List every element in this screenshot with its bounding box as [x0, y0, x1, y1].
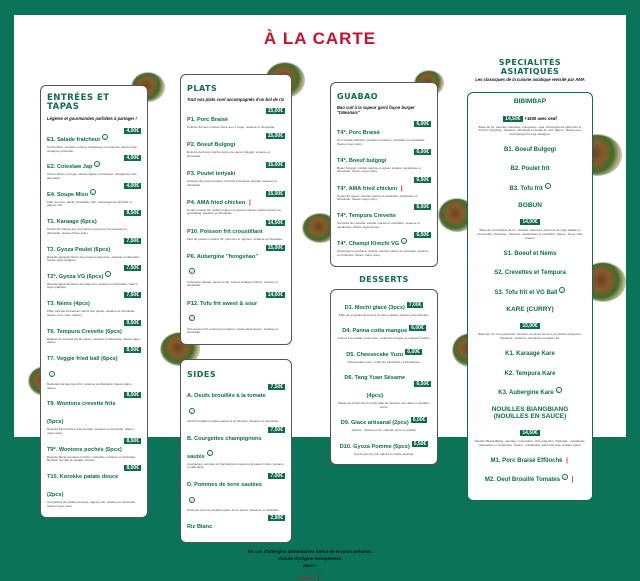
legend-spicy: Pimenté [299, 576, 314, 580]
specialites-title-1: SPECIALITÉS [498, 58, 562, 67]
price-badge: 14,00€ [267, 291, 283, 298]
item-name: Riz Blanc [187, 524, 213, 531]
item-row [47, 465, 141, 501]
menu-item[interactable] [47, 292, 141, 317]
item-row [47, 183, 141, 201]
item-name: T4*. Tempura Crevette [337, 213, 396, 220]
price-badge: 8,50€ [126, 392, 139, 399]
price-badge: 14,00€ [522, 219, 538, 226]
menu-item[interactable] [337, 343, 431, 365]
group-description: Base de riz, carottes marinées, courgettes, soja, champignons parfumés et kimchi. Toppings : Sésame, ciboulette et feuille de nori. Sauce : Épicée aux Gochujang OU soja vinaigrée. [478, 124, 582, 136]
chili-icon: ❘ [315, 575, 321, 581]
item-row [337, 343, 431, 361]
menu-item[interactable] [474, 261, 586, 279]
vegetarian-icon: ✓ [103, 134, 108, 140]
item-row [47, 292, 141, 310]
item-description: Boule de mochi fourré d'une pâte de sésame noir dans un bouillon sucré. [338, 401, 430, 409]
desserts-title: DESSERTS [359, 275, 409, 284]
group-name-2: (NOUILLES EN SAUCE) [493, 412, 567, 420]
menu-item[interactable] [47, 438, 141, 463]
item-row [187, 473, 285, 509]
menu-item[interactable] [474, 138, 586, 156]
item-description: Oeufs brouillés tomates sautés à la chinoise. Sésame et ciboulette. [187, 419, 280, 423]
price-badge: 7,00€ [408, 302, 422, 308]
specialty-group [474, 407, 586, 486]
sides-title: SIDES [187, 370, 217, 379]
menu-item[interactable] [47, 128, 141, 153]
item-row [337, 149, 431, 167]
item-description: Tempura de crevette, carotte mariné et coriandre, sésame et cacahuète. Sauce aigre-douce. [337, 221, 420, 229]
price-badge: 7,50€ [126, 264, 139, 271]
item-name: T2*. Gyoza VG (6pcs) [47, 273, 104, 280]
item-row [337, 435, 431, 453]
item-name: K3. Aubergine Kare [498, 390, 554, 397]
vegetarian-icon: ✓ [95, 162, 100, 168]
item-description: Pommes de terre sautées façon sel et poivre. Sésame et ciboulette. [187, 507, 280, 512]
item-description: Pâte de riz gluant fourrée à la crème glacée (saveur à demander). [338, 313, 430, 317]
vegetarian-icon: ✓ [208, 451, 212, 457]
menu-item[interactable] [187, 473, 285, 513]
menu-item[interactable] [337, 411, 431, 433]
menu-item[interactable] [47, 155, 141, 180]
item-name: S3. Tofu frit et VG Ball [494, 289, 558, 296]
item-name: D9. Glace artisanal (2pcs) [340, 420, 409, 427]
price-badge: 8,50€ [126, 347, 139, 353]
item-description: Beignet de crevette frit au panko, sésame et ciboulette. Sauce aigre-douce. [47, 336, 141, 345]
item-name: D5. Cheesecake Yuzu [346, 351, 404, 358]
chili-icon: ❘ [247, 199, 253, 206]
menu-item[interactable] [187, 133, 285, 158]
item-description: Cuisses de poulet tendres, brocolis à la sauce teriyaki, sésame et ciboulette. [187, 178, 277, 187]
menu-item[interactable] [474, 281, 586, 299]
price-badge: 9,50€ [126, 319, 139, 326]
item-name: D4. Panna cotta mangue [342, 328, 408, 335]
item-name: T3. Nems (4pcs) [47, 301, 90, 308]
vegetarian-icon: ✓ [190, 316, 194, 322]
item-row [337, 296, 431, 314]
price-badge: 7,50€ [126, 237, 139, 244]
menu-item[interactable] [337, 177, 431, 202]
vegetarian-icon: ✓ [50, 371, 54, 377]
item-name: B. Courgettes champignons sautés [187, 435, 262, 460]
item-description: Raviolis japonais farcis aux poulet et légumes, sésame et ciboulette. Sauce soja vinaigrée. [47, 254, 141, 263]
menu-item[interactable] [187, 515, 285, 533]
price-badge: 2,90€ [270, 515, 283, 522]
item-description: Tofu soyeux frit, poivrons et oignon, sauce aigre-douce, sésame et ciboulette. [187, 326, 278, 335]
specialites-section [467, 92, 593, 501]
specialty-group [474, 307, 586, 399]
item-name: K2. Tempura Kare [504, 370, 556, 377]
price-badge: 6,00€ [416, 121, 429, 127]
menu-item[interactable] [474, 157, 586, 175]
menu-item[interactable] [187, 162, 285, 187]
item-description: Pâte de miso, dashi, ciboulette, tofu, champignons de Paris et algues nori. [47, 199, 132, 208]
specialites-title-2: ASIATIQUES [500, 67, 560, 76]
item-name: K1. Karaage Kare [505, 351, 555, 358]
item-description: Filet de poisson mariné frit, poivrons et oignons, sésame et ciboulette. [187, 236, 283, 241]
item-row [187, 515, 285, 533]
specialty-group [474, 203, 586, 299]
item-name: T4*. Champi Kimchi VG [337, 241, 400, 248]
guabao-title: GUABAO [337, 92, 379, 101]
price-badge: 6,00€ [412, 417, 426, 424]
chili-icon: ❘ [570, 477, 576, 484]
group-name: NOUILLES BIANGBIANG [491, 406, 569, 414]
item-row [337, 204, 431, 222]
menu-item[interactable] [474, 342, 586, 360]
price-badge: 8,50€ [126, 437, 139, 444]
item-row [187, 162, 285, 180]
item-name: T10. Korokke patate douce (2pcs) [47, 474, 119, 499]
item-row [47, 265, 141, 283]
item-description: Choux blanc et rouge, carotte râpée et sésames. Vinaigrette miso japonaise. [47, 172, 137, 180]
price-badge: 8,00€ [126, 465, 139, 472]
item-name: T9. Wontons crevette frits (5pcs) [47, 401, 116, 426]
menu-item[interactable] [337, 121, 431, 146]
plats-section [180, 74, 292, 345]
origin-note: Viande d'origine européenne. [277, 556, 343, 561]
item-name: T6. Tempura Crevette (6pcs) [47, 328, 122, 335]
plats-subtitle: Tout nos plats sont accompagnés d'un bol de riz [187, 97, 284, 102]
price-badge: 7,50€ [270, 384, 283, 390]
item-name: T9*. Wontons pochés (5pcs) [47, 446, 122, 453]
chili-icon: ❘ [564, 457, 570, 464]
price-badge: 15,00€ [522, 323, 538, 330]
menu-item[interactable] [47, 210, 141, 235]
item-row [187, 220, 285, 238]
item-name: D6. Tang Yuan Sésame (4pcs) [344, 375, 406, 400]
item-name: T7. Veggie fried ball (6pcs) [47, 356, 118, 362]
item-description: Aubergine sautée, sauce à l'ail, soja et vinaigre chinois, sésame et ciboulette. [187, 279, 279, 288]
vegetarian-icon: ✓ [190, 408, 194, 414]
chili-icon: ❘ [399, 185, 405, 192]
specialites-subtitle: Les classiques de la cuisine asiatique revisité par AMA [475, 77, 585, 82]
item-row [187, 292, 285, 328]
item-name: T2. Gyoza Poulet (6pcs) [47, 246, 111, 253]
item-name: T4*. Boeuf bulgogi [337, 157, 387, 164]
price-badge: 7,00€ [270, 472, 283, 479]
footer [180, 548, 440, 581]
item-row [47, 210, 141, 228]
item-description: Boulettes de légumes frits, sésame et ciboulette. Sauce aigre-douce. [47, 382, 132, 390]
item-description: Boeuf bulgogi, carotte mariné et oignon pickles, cacahuète et ciboulette. Sauce mayo spicy. [337, 165, 421, 174]
item-row [187, 191, 285, 209]
item-name: S2. Crevettes et Tempura [494, 270, 566, 277]
item-description: Émincé de boeuf mariné dans une sauce bulgogi, sésame et ciboulette. [187, 150, 271, 158]
item-row [47, 238, 141, 256]
price-badge: 6,50€ [416, 176, 429, 183]
item-description: Crème à la vanille et lait coco, coulis de mangue et mangue fraîche. [337, 336, 431, 341]
item-row [337, 177, 431, 195]
price-badge: 4,00€ [126, 128, 139, 134]
item-row [47, 128, 141, 146]
item-row [187, 427, 285, 463]
vegetarian-icon: ✓ [557, 387, 561, 393]
menu-item[interactable] [337, 296, 431, 318]
price-badge: 14,50€ [522, 430, 538, 437]
price-badge: 15,00€ [267, 161, 283, 168]
item-name: T4*. AMA fried chicken [337, 185, 398, 192]
item-row [187, 108, 285, 126]
vegetarian-icon: ✓ [563, 475, 567, 481]
menu-item[interactable] [337, 232, 431, 257]
price-badge: 15,00€ [267, 244, 283, 251]
item-description: Courgettes, carottes et champignons sautés à la sauce huître, sésame et ciboulette. [187, 461, 284, 470]
item-description: Poulet frit mariné aux cinq épices sauce lit mini sésame et ciboulette. Sauce chaux spicy. [47, 227, 127, 235]
item-name: P4. AMA fried chicken [187, 199, 246, 206]
item-row [47, 438, 141, 456]
item-row [47, 392, 141, 428]
menu-item[interactable] [47, 238, 141, 263]
menu-item[interactable] [474, 468, 586, 486]
guabao-section [330, 82, 438, 267]
menu-item[interactable] [474, 362, 586, 380]
vegetarian-icon: ✓ [560, 287, 565, 293]
price-badge: 8,50€ [126, 210, 139, 217]
menu-item[interactable] [474, 242, 586, 260]
menu-item[interactable] [187, 292, 285, 335]
item-name: E1. Salade fraîcheur [47, 137, 101, 143]
price-badge: 4,00€ [126, 182, 139, 189]
item-name: B1. Boeuf Bulgogi [504, 146, 556, 153]
menu-item[interactable] [187, 245, 285, 288]
item-name: P6. Aubergine "hongshao" [187, 253, 258, 260]
price-badge: 15,00€ [267, 133, 283, 140]
item-row [47, 155, 141, 173]
entrees-title-2: TAPAS [47, 102, 80, 112]
vegetarian-icon: ✓ [545, 183, 550, 189]
item-name: P10. Poisson frit croustillant [187, 228, 263, 235]
menu-item[interactable] [187, 220, 285, 242]
specialty-group [474, 99, 586, 195]
menu-item[interactable] [337, 366, 431, 409]
price-badge: 14,50€ [505, 115, 521, 122]
vegetarian-icon: ✓ [190, 269, 194, 275]
vegetarian-icon: ✓ [106, 271, 110, 277]
item-description: Porc braisé effiloché, carottes marinées, coriandre et cacahuète. Sauce mayo spicy. [337, 138, 426, 146]
item-row [187, 384, 285, 420]
item-description: Croquettes de patates douces, algues nori, sésame et ciboulette. Sauce mayo spicy. [47, 500, 137, 508]
legend-vegetarian: Végétarien [296, 570, 316, 574]
price-badge: 6,00€ [411, 325, 424, 332]
item-name: D1. Mochi glacé (3pcs) [344, 305, 405, 311]
item-description: Champignon parfumé, kimchi, carotte mariné et coriandre, sésame et coriandre. Sauce mayo spicy. [337, 249, 429, 257]
item-row [337, 319, 431, 337]
item-description: Raviolis japonais farcis aux légumes, sésame et ciboulette. Sauce soja vinaigrée. [47, 281, 138, 290]
item-name: D. Pommes de terre sautées [187, 481, 262, 488]
price-badge: 14,50€ [267, 219, 283, 226]
menu-item[interactable] [337, 149, 431, 174]
item-name: A. Oeufs brouillés à la tomate [187, 393, 266, 399]
item-row [337, 366, 431, 402]
item-name: E4. Soupe Miso [47, 191, 89, 198]
specialites-title [455, 58, 605, 76]
group-description: Base de vermicelles de riz, carottes marinées, poivrons de soja, salade et concombre. Toppings : Sésame, cacahuètes et coriandre. Sauce : Nuoc mam maison. [476, 228, 584, 240]
price-badge: 6,50€ [416, 381, 429, 388]
menu-item[interactable] [474, 449, 586, 467]
menu-item[interactable] [47, 320, 141, 345]
item-row [337, 121, 431, 139]
item-row [47, 347, 141, 383]
item-row [337, 232, 431, 250]
item-row [47, 320, 141, 338]
menu-item[interactable] [187, 191, 285, 216]
item-name: P12. Tofu frit sweet & sour [187, 300, 258, 307]
item-name: B2. Poulet frit [510, 166, 550, 173]
item-description: Raviolis frites farcies à la crevette, sésame et ciboulette. Sauce mayo spicy. [47, 427, 134, 435]
item-description: Poulet frit sauce, carotte mariné et coriandre, cacahuète et ciboulette. Sauce mayo spicy. [337, 193, 418, 202]
vegetarian-icon: ✓ [190, 497, 194, 503]
plats-title: PLATS [187, 84, 218, 93]
menu-item[interactable] [47, 265, 141, 290]
item-name: S1. Boeuf et Nems [503, 250, 557, 257]
menu-item[interactable] [337, 204, 431, 229]
menu-item[interactable] [47, 465, 141, 508]
price-badge: 6,50€ [416, 204, 429, 211]
vegetarian-icon: ✓ [91, 189, 96, 195]
price-badge: 15,00€ [267, 190, 283, 197]
vegetarian-icon: ✓ [402, 238, 406, 244]
price-badge: 7,50€ [126, 292, 139, 299]
menu-item[interactable] [187, 108, 285, 130]
allergy-note: En cas d'allergies alimentaires merci de le nous préciser. [247, 549, 373, 554]
item-name: D10. Gyoza Pomme (5pcs) [339, 443, 410, 450]
item-name: M1. Porc Braisé Effiloché [490, 457, 563, 464]
menu-item[interactable] [47, 183, 141, 208]
group-name: BIBIMBAP [513, 98, 547, 105]
item-row [187, 133, 285, 151]
entrees-subtitle: Légères et gourmandes parfaites à partager ! [47, 116, 137, 121]
group-name: KARE (CURRY) [506, 305, 554, 313]
item-name: M2. Oeuf Brouillé Tomates [484, 477, 561, 484]
item-description: Parfum : Sésame noir, matcha, yuzu ou vanille. [351, 428, 417, 433]
price-badge: 6,00€ [407, 348, 420, 355]
price-badge: 15,00€ [267, 108, 283, 114]
index-label: INDEX : [303, 564, 317, 568]
item-name: E2. Coleslaw Jap [47, 164, 93, 171]
sides-section [180, 359, 292, 543]
vegetarian-icon: ✓ [319, 570, 323, 575]
item-row [337, 411, 431, 429]
price-badge: 4,00€ [126, 155, 139, 162]
menu-item[interactable] [187, 427, 285, 470]
page-title: À LA CARTE [263, 29, 377, 48]
item-name: P3. Poulet teriyaki [187, 170, 236, 177]
menu-item[interactable] [474, 381, 586, 399]
item-name: T4*. Porc Braisé [337, 130, 380, 136]
price-badge: 7,50€ [270, 426, 283, 433]
menu-item[interactable] [47, 392, 141, 435]
group-description: Nouilles Biang Biang, carottes, concombre, chou pak choi. Toppings : cacahuète, ciboulettes et coriandres. Sauce : Cacahuète épicé OU soja vinaigre épicé. [474, 439, 586, 447]
menu-item[interactable] [187, 384, 285, 424]
item-row [187, 245, 285, 281]
price-badge: 5,50€ [413, 440, 427, 447]
item-description: Poulet mariné frit, pickles oignon et carotte maison. Sauce épicée au gochujang, sésame et ciboulette. [187, 207, 282, 216]
menu-item[interactable] [337, 319, 431, 341]
price-extra: +1€00 avec oeuf [524, 115, 557, 121]
menu-item[interactable] [474, 177, 586, 195]
item-name: T1. Karaage (6pcs) [47, 219, 97, 226]
item-description: Pâté impérial vietnamien farcis aux poulet, sésame et ciboulette. Sauce nuoc mam maison. [47, 309, 136, 317]
item-name: P2. Boeuf Bulgogi [187, 142, 236, 149]
item-name: B3. Tofu frit [509, 185, 543, 192]
group-description: Base de riz, curry japonais, carottes, pommes de terre et pickles d'oignons. Toppings : Sésame, ciboulette et oignon frit. [478, 332, 582, 340]
entrees-title: ENTRÉES ET [47, 93, 110, 103]
item-description: Concombre, tomates cerises, cacahuète et coriandre. Sauce soja vinaigrée pimentée. [47, 145, 137, 153]
item-name: P1. Porc Braisé [187, 117, 229, 123]
item-description: Cheesecake yuzu, coulis de framboise et framboises. [347, 359, 421, 364]
guabao-subtitle: Bao cuit à la vapeur garni façon burger "taïwanais" [337, 105, 415, 115]
item-description: Raviolis farcis crevettes pochés, coriandre, sésame et ciboulette. Bouillon au soja et vinaigre chinois. [47, 454, 136, 463]
desserts-section [330, 289, 438, 465]
price-badge: 6,00€ [416, 148, 429, 155]
price-badge: 6,50€ [416, 232, 429, 239]
item-description: Poitrine de porc cuisson lente aux 3 sojas, sésame et ciboulette. [187, 125, 276, 129]
group-name: BOBUN [518, 201, 542, 209]
item-description: Gyoza pomme frit, épices et coulis caramel. [353, 451, 414, 456]
menu-item[interactable] [47, 347, 141, 390]
